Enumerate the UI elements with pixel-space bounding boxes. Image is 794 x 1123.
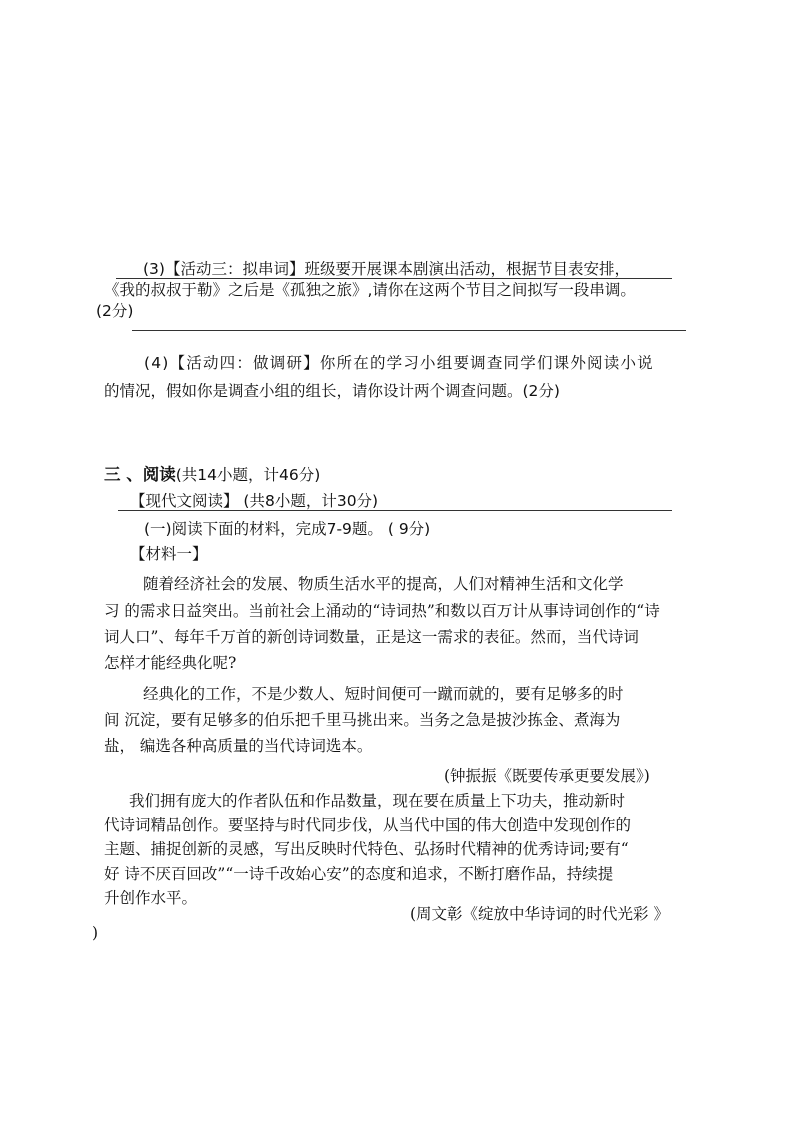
material1-p3-line-5: 升创作水平。 xyxy=(104,889,198,907)
section-heading-score: (共14小题，计46分) xyxy=(175,466,321,484)
material1-p1-line-3: 词人口”、每年千万首的新创诗词数量，正是这一需求的表征。然而，当代诗词 xyxy=(104,628,639,646)
material1-p1-line-2: 习 的需求日益突出。当前社会上涌动的“诗词热”和数以百万计从事诗词创作的“诗 xyxy=(104,602,660,620)
q3-line-3: (2分) xyxy=(96,302,134,320)
q4-line-1: (4)【活动四：做调研】你所在的学习小组要调查同学们课外阅读小说 xyxy=(144,354,654,372)
material1-p3-line-3: 主题、捕捉创新的灵感，写出反映时代特色、弘扬时代精神的优秀诗词;要有“ xyxy=(104,840,629,858)
source-2-close: ) xyxy=(92,924,99,942)
q3-answer-line[interactable] xyxy=(132,330,686,331)
section-heading-title: 三 、阅读 xyxy=(104,465,176,484)
material1-p3-line-4: 好 诗不厌百回改”“一诗千改始心安”的态度和追求，不断打磨作品，持续提 xyxy=(104,865,614,883)
material1-p3-line-2: 代诗词精品创作。要坚持与时代同步伐，从当代中国的伟大创造中发现创作的 xyxy=(104,816,632,834)
modern-reading-subheading: 【现代文阅读】 (共8小题，计30分) xyxy=(130,492,379,510)
subheading-underline xyxy=(118,510,672,511)
source-2: (周文彰《绽放中华诗词的时代光彩 》 xyxy=(410,905,669,923)
material1-label: 【材料一】 xyxy=(130,545,208,563)
material1-p1-line-1: 随着经济社会的发展、物质生活水平的提高，人们对精神生活和文化学 xyxy=(143,575,624,593)
part1-intro: (一)阅读下面的材料，完成7-9题。 ( 9分) xyxy=(144,520,431,538)
material1-p2-line-2: 间 沉淀，要有足够多的伯乐把千里马挑出来。当务之急是披沙拣金、煮海为 xyxy=(104,711,621,729)
q3-line-1: (3)【活动三：拟串词】班级要开展课本剧演出活动，根据节目表安排， xyxy=(143,260,630,278)
material1-p2-line-3: 盐， 编选各种高质量的当代诗词选本。 xyxy=(104,737,373,755)
material1-p3-line-1: 我们拥有庞大的作者队伍和作品数量，现在要在质量上下功夫，推动新时 xyxy=(129,792,626,810)
section-heading xyxy=(104,464,320,486)
material1-p1-line-4: 怎样才能经典化呢? xyxy=(104,654,237,672)
material1-p2-line-1: 经典化的工作，不是少数人、短时间便可一蹴而就的，要有足够多的时 xyxy=(143,685,624,703)
q3-line-2: 《我的叔叔于勒》之后是《孤独之旅》,请你在这两个节目之间拟写一段串调。 xyxy=(104,281,636,299)
q4-line-2: 的情况，假如你是调查小组的组长，请你设计两个调查问题。(2分) xyxy=(104,382,560,400)
source-1: (钟振振《既要传承更要发展》) xyxy=(444,767,650,785)
